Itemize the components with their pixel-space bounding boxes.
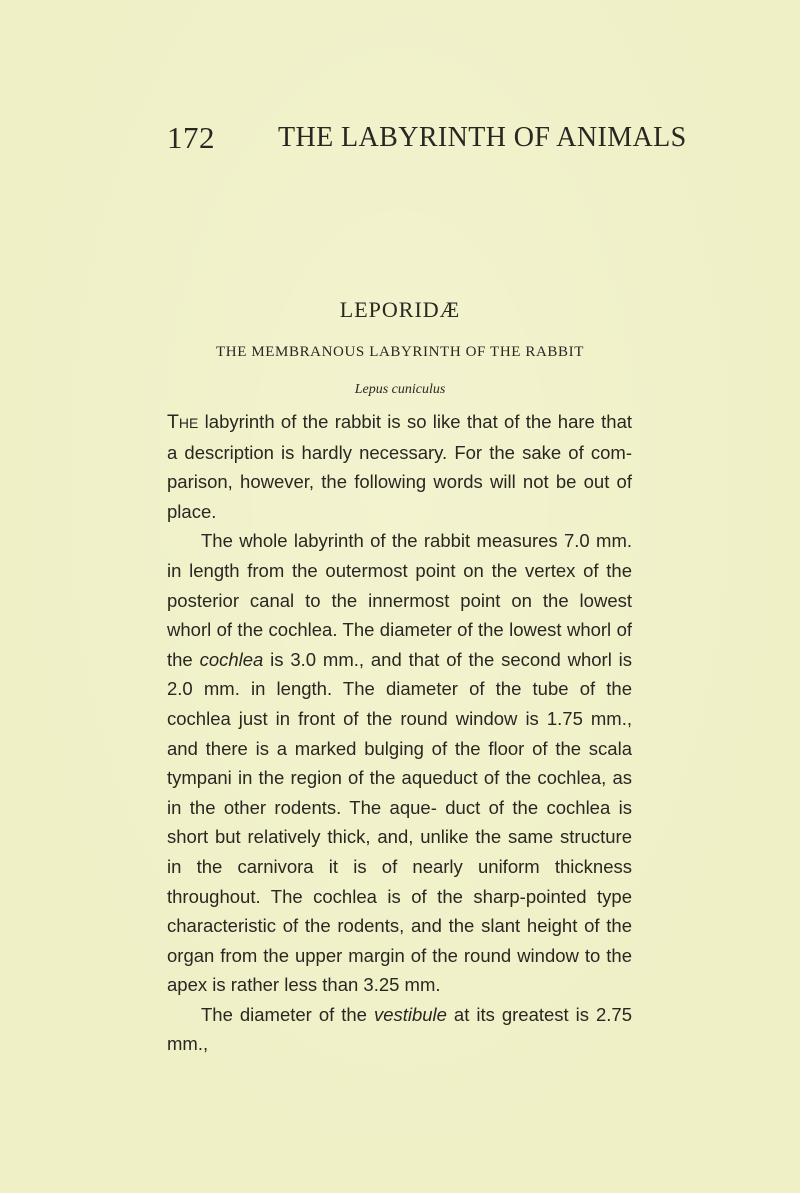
paragraph-2-italic-term: cochlea xyxy=(199,648,264,670)
paragraph-lead-word: The xyxy=(167,411,199,433)
paragraph-3-text-b: at its greatest is 2.75 mm., xyxy=(167,1003,633,1055)
body-text xyxy=(167,407,632,1059)
paragraph-1-text: labyrinth of the rabbit is so like that of the hare that a description is hardly necessary. For the sake of com- parison, however, the following words will not be out of place. xyxy=(167,411,632,522)
running-title: THE LABYRINTH OF ANIMALS xyxy=(278,122,687,153)
paragraph-2-text-a: The whole labyrinth of the rabbit measures 7.0 mm. in length from the outermost point on the vertex of the posterior canal to the innermost point on the lowest whorl of the cochlea. The diameter of the lowest whorl of the xyxy=(167,530,632,670)
paragraph-3-italic-term: vestibule xyxy=(373,1003,447,1025)
paragraph-3-text-a: The diameter of the xyxy=(201,1003,374,1025)
running-head xyxy=(0,118,800,158)
paragraph-2 xyxy=(167,526,632,1000)
section-title: LEPORIDÆ xyxy=(339,297,461,322)
paragraph-1 xyxy=(167,407,632,526)
section-subtitle: THE MEMBRANOUS LABYRINTH OF THE RABBIT xyxy=(216,344,584,360)
paragraph-2-text-b: is 3.0 mm., and that of the second whorl is 2.0 mm. in length. The diameter of the tube of the cochlea just in front of the round window is 1.75 mm., and there is a marked bulging of the floor of the scala tympani in the region of the aqueduct of the cochlea, as in the other rodents. The aque- duct of the cochlea is short but relatively thick, and, unlike the same structure in the carnivora it is of nearly uniform thickness throughout. The cochlea is of the sharp-pointed type characteristic of the rodents, and the slant height of the organ from the upper margin of the round window to the apex is rather less than 3.25 mm. xyxy=(167,648,633,996)
species-name: Lepus cuniculus xyxy=(354,382,446,397)
paragraph-3 xyxy=(167,1000,632,1059)
page-number: 172 xyxy=(167,120,215,155)
